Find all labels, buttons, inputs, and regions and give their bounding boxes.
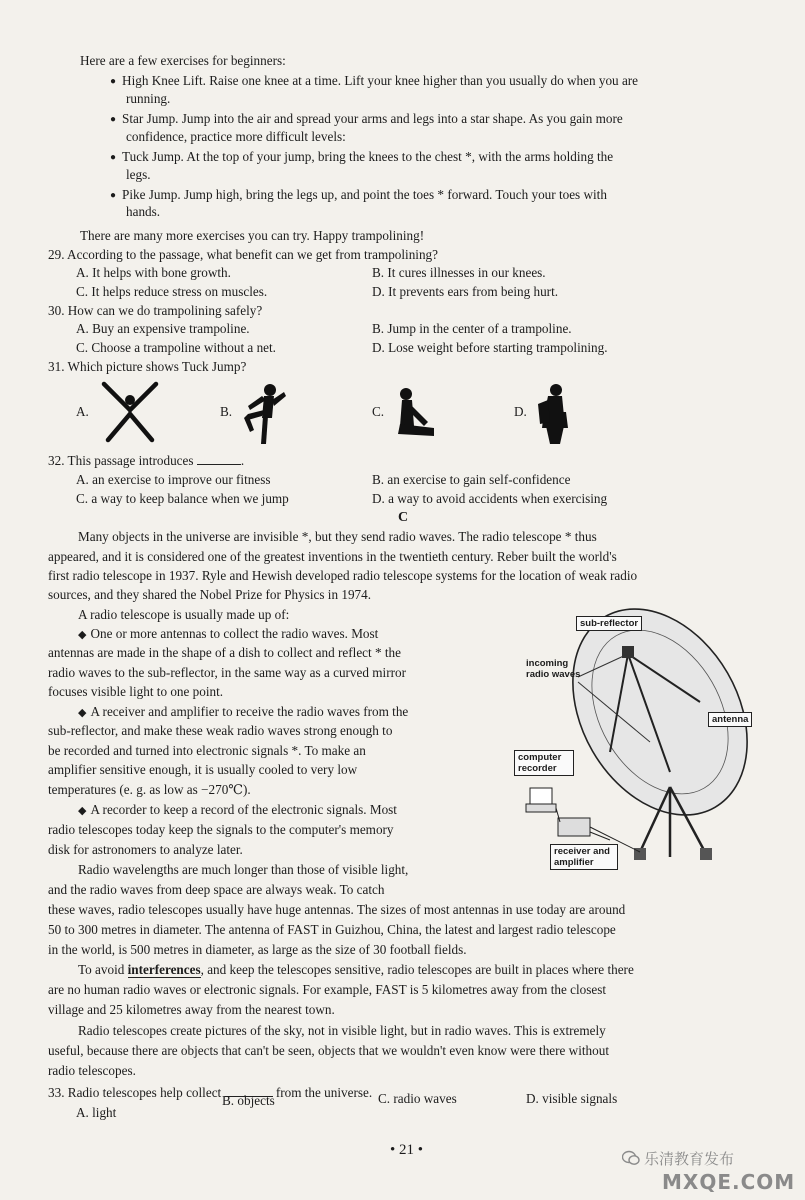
passage-c-recorder-line1: ◆ A recorder to keep a record of the electronic signals. Most (78, 801, 397, 820)
q32-answer-blank[interactable] (197, 452, 241, 465)
pike-sit-figure-icon[interactable] (392, 386, 438, 440)
exercises-intro: Here are a few exercises for beginners: (80, 53, 286, 68)
q30-option-c[interactable]: C. Choose a trampoline without a net. (76, 340, 276, 355)
passage-c-p6-line4: 50 to 300 metres in diameter. The antenna of FAST in Guizhou, China, the latest and largest radio telescope (48, 922, 616, 937)
watermark-brand: 乐清教育发布 (644, 1150, 735, 1168)
passage-c-p7-line2: are no human radio waves or electronic signals. For example, FAST is 5 kilometres away from the closest (48, 982, 607, 997)
passage-c-receiver-line1: ◆ A receiver and amplifier to receive the radio waves from the (78, 703, 408, 722)
closing-line: There are many more exercises you can try. Happy trampolining! (80, 228, 425, 243)
q29-option-b[interactable]: B. It cures illnesses in our knees. (372, 265, 546, 280)
q33-stem (48, 1084, 372, 1102)
exercise-pike-jump-cont: hands. (126, 204, 161, 219)
label-antenna: antenna (708, 712, 752, 727)
exercise-tuck-jump: ● Tuck Jump. At the top of your jump, bring the knees to the chest *, with the arms holding the (110, 148, 613, 168)
passage-c-p6-line1: Radio wavelengths are much longer than those of visible light, (78, 862, 409, 877)
passage-c-p8-line3: radio telescopes. (48, 1063, 136, 1078)
q31-stem: 31. Which picture shows Tuck Jump? (48, 359, 247, 374)
q30-option-d[interactable]: D. Lose weight before starting trampolining. (372, 340, 608, 355)
passage-c-p1-line4: sources, and they shared the Nobel Prize for Physics in 1974. (48, 587, 372, 602)
wechat-icon (622, 1150, 640, 1166)
passage-c-receiver-line5: temperatures (e. g. as low as −270℃). (48, 782, 251, 797)
passage-c-receiver-line2: sub-reflector, and make these weak radio waves strong enough to (48, 723, 393, 738)
q32-stem (48, 452, 244, 470)
q33-stem-end: from the universe. (275, 1085, 373, 1100)
exercise-tuck-jump-cont: legs. (126, 167, 151, 182)
passage-c-antennas-line4: focuses visible light to one point. (48, 684, 224, 699)
passage-c-p1-line3: first radio telescope in 1937. Ryle and Hewish developed radio telescope systems for the location of weak radio (48, 568, 638, 583)
passage-c-p8-line1: Radio telescopes create pictures of the sky, not in visible light, but in radio waves. This is extremely (78, 1023, 606, 1038)
q31-label-d[interactable]: D. (514, 404, 527, 419)
q30-option-b[interactable]: B. Jump in the center of a trampoline. (372, 321, 572, 336)
passage-c-receiver-line4: amplifier sensitive enough, it is usually cooled to very low (48, 762, 358, 777)
q29-option-c[interactable]: C. It helps reduce stress on muscles. (76, 284, 268, 299)
q33-option-d[interactable]: D. visible signals (526, 1091, 618, 1106)
passage-c-receiver-line3: be recorded and turned into electronic signals *. To make an (48, 743, 366, 758)
q33-stem-text: 33. Radio telescopes help collect (48, 1085, 222, 1100)
watermark-site: MXQE.COM (662, 1170, 796, 1194)
passage-c-p6-line5: in the world, is 500 metres in diameter, as large as the size of 30 football fields. (48, 942, 467, 957)
q33-option-b[interactable]: B. objects (222, 1093, 275, 1108)
q32-option-d[interactable]: D. a way to avoid accidents when exercising (372, 491, 608, 506)
passage-c-antennas-line3: radio waves to the sub-reflector, in the same way as a curved mirror (48, 665, 406, 680)
tuck-jump-figure-icon[interactable] (534, 382, 574, 446)
q32-stem-text: 32. This passage introduces (48, 453, 194, 468)
q31-label-b[interactable]: B. (220, 404, 233, 419)
q29-option-d[interactable]: D. It prevents ears from being hurt. (372, 284, 559, 299)
passage-c-antennas-line2: antennas are made in the shape of a dish to collect and reflect * the (48, 645, 401, 660)
q29-option-a[interactable]: A. It helps with bone growth. (76, 265, 231, 280)
section-c-heading: C (398, 510, 409, 525)
q32-stem-period: . (240, 453, 245, 468)
q31-label-a[interactable]: A. (76, 404, 89, 419)
q29-stem: 29. According to the passage, what benefit can we get from trampolining? (48, 247, 439, 262)
label-receiver-amplifier: receiver and amplifier (550, 844, 618, 870)
q32-option-a[interactable]: A. an exercise to improve our fitness (76, 472, 271, 487)
passage-c-p6-line2: and the radio waves from deep space are always weak. To catch (48, 882, 385, 897)
passage-c-recorder-line3: disk for astronomers to analyze later. (48, 842, 243, 857)
exercise-high-knee-cont: running. (126, 91, 171, 106)
q32-option-c[interactable]: C. a way to keep balance when we jump (76, 491, 289, 506)
passage-c-p6-line3: these waves, radio telescopes usually have huge antennas. The sizes of most antennas in use today are around (48, 902, 626, 917)
q31-label-c[interactable]: C. (372, 404, 385, 419)
q32-option-b[interactable]: B. an exercise to gain self-confidence (372, 472, 571, 487)
watermark (622, 1128, 802, 1198)
passage-c-p7-lead: To avoid (78, 962, 125, 977)
exercise-high-knee: ● High Knee Lift. Raise one knee at a time. Lift your knee higher than you usually do when you are (110, 72, 638, 92)
passage-c-p2: A radio telescope is usually made up of: (78, 607, 290, 622)
knee-lift-figure-icon[interactable] (240, 382, 288, 448)
radio-telescope-diagram (510, 582, 765, 882)
underlined-word-interferences: interferences (127, 962, 201, 977)
q33-option-a[interactable]: A. light (76, 1105, 117, 1120)
passage-c-p8-line2: useful, because there are objects that can't be seen, objects that we wouldn't even know were there without (48, 1043, 609, 1058)
label-sub-reflector: sub-reflector (576, 616, 642, 631)
passage-c-p7-rest: , and keep the telescopes sensitive, radio telescopes are built in places where there (200, 962, 634, 977)
exercise-star-jump: ● Star Jump. Jump into the air and spread your arms and legs into a star shape. As you gain more (110, 110, 623, 130)
passage-c-p1-line2: appeared, and it is considered one of the greatest inventions in the twentieth century. Reber built the world's (48, 549, 617, 564)
passage-c-recorder-line2: radio telescopes today keep the signals to the computer's memory (48, 822, 394, 837)
label-incoming-radio-waves: incoming radio waves (526, 658, 581, 680)
exercise-star-jump-cont: confidence, practice more difficult levels: (126, 129, 346, 144)
page-number: • 21 • (390, 1142, 424, 1158)
q30-stem: 30. How can we do trampolining safely? (48, 303, 263, 318)
label-computer-recorder: computer recorder (514, 750, 574, 776)
q30-option-a[interactable]: A. Buy an expensive trampoline. (76, 321, 250, 336)
star-jump-figure-icon[interactable] (98, 380, 162, 444)
passage-c-antennas-line1: ◆ One or more antennas to collect the radio waves. Most (78, 625, 378, 644)
q33-option-c[interactable]: C. radio waves (378, 1091, 457, 1106)
passage-c-p1-line1: Many objects in the universe are invisible *, but they send radio waves. The radio telescope * thus (78, 529, 597, 544)
passage-c-p7-line1 (78, 961, 634, 979)
passage-c-p7-line3: village and 25 kilometres away from the nearest town. (48, 1002, 335, 1017)
exercise-pike-jump: ● Pike Jump. Jump high, bring the legs up, and point the toes * forward. Touch your toes with (110, 186, 607, 206)
